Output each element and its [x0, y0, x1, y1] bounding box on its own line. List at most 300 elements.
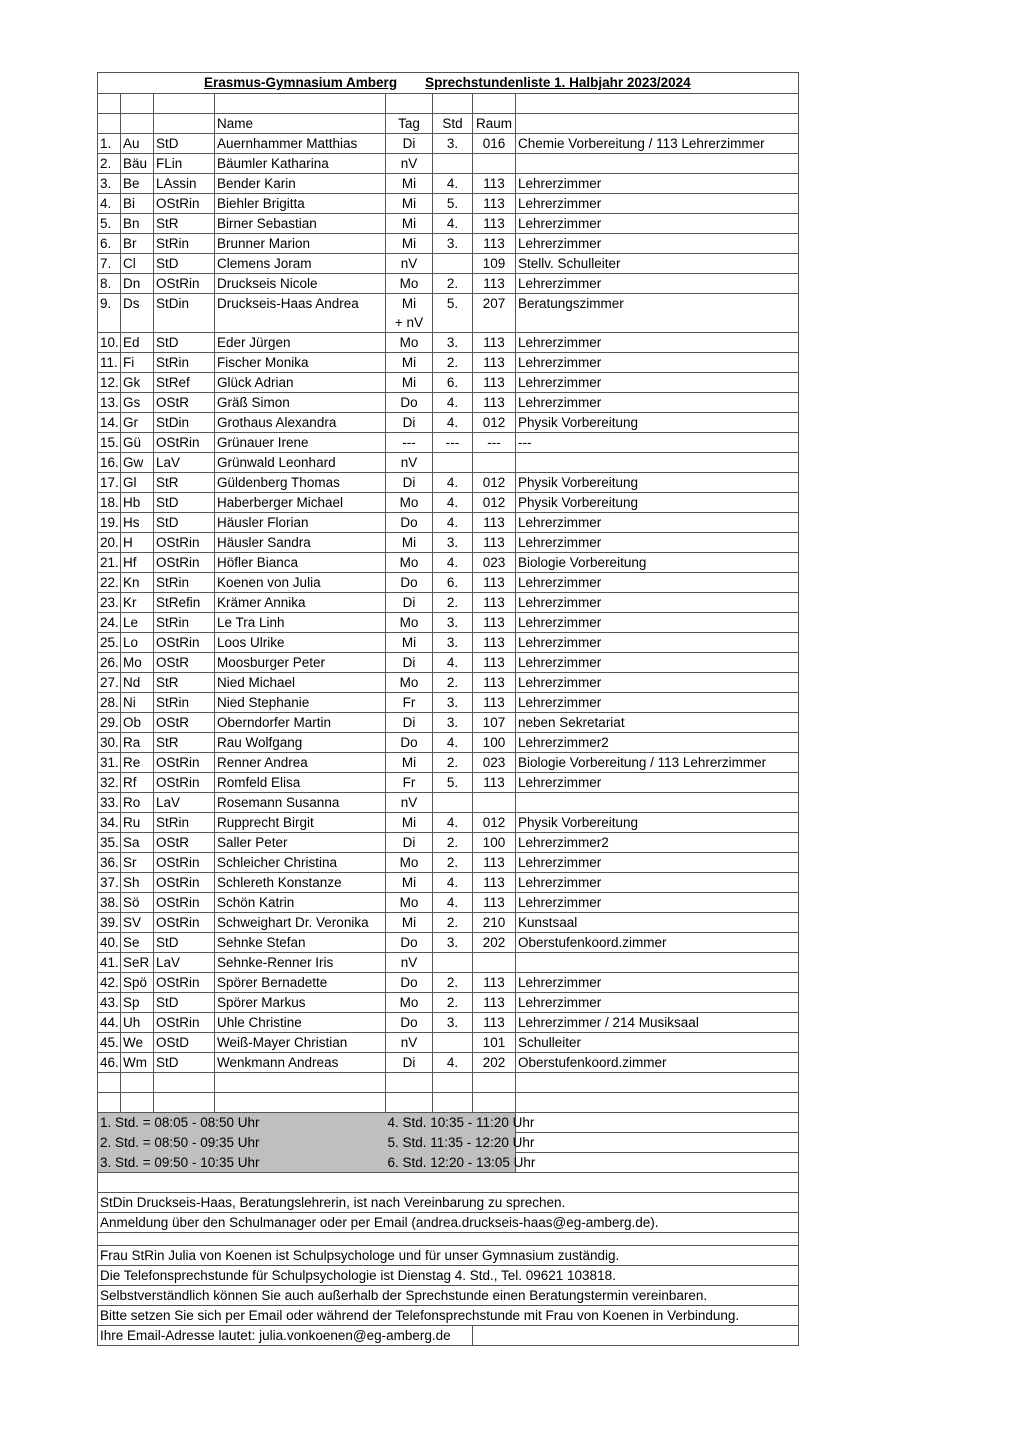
teacher-name: Druckseis Nicole: [215, 274, 386, 294]
time-right: 5. Std. 11:35 - 12:20 Uhr: [386, 1133, 516, 1153]
consultation-day: Do: [386, 733, 433, 753]
note-psychologist: Bitte setzen Sie sich per Email oder während der Telefonsprechstunde mit Frau von Koenen in Verbindung.: [98, 1306, 799, 1326]
consultation-day: ---: [386, 433, 433, 453]
consultation-room: 113: [473, 373, 516, 393]
consultation-day: nV: [386, 953, 433, 973]
table-row: [98, 893, 799, 913]
teacher-code: Ds: [121, 294, 154, 333]
consultation-room: 113: [473, 513, 516, 533]
table-row: [98, 993, 799, 1013]
room-description: Physik Vorbereitung: [516, 813, 799, 833]
consultation-day: Do: [386, 1013, 433, 1033]
note-psychologist-email: Ihre Email-Adresse lautet: julia.vonkoenen@eg-amberg.de: [98, 1326, 473, 1346]
table-row: [98, 773, 799, 793]
teacher-name: Clemens Joram: [215, 254, 386, 274]
consultation-period: [433, 453, 473, 473]
consultation-room: ---: [473, 433, 516, 453]
table-row: [98, 793, 799, 813]
teacher-name: Bender Karin: [215, 174, 386, 194]
consultation-room: 113: [473, 613, 516, 633]
consultation-period: 3.: [433, 933, 473, 953]
teacher-code: Sp: [121, 993, 154, 1013]
teacher-name: Wenkmann Andreas: [215, 1053, 386, 1073]
room-description: Lehrerzimmer / 214 Musiksaal: [516, 1013, 799, 1033]
table-row: [98, 533, 799, 553]
teacher-name: Loos Ulrike: [215, 633, 386, 653]
consultation-room: 202: [473, 933, 516, 953]
consultation-day: Mo: [386, 274, 433, 294]
consultation-room: 113: [473, 893, 516, 913]
teacher-code: Ru: [121, 813, 154, 833]
consultation-period: 4.: [433, 553, 473, 573]
consultation-period: 3.: [433, 713, 473, 733]
room-description: Biologie Vorbereitung: [516, 553, 799, 573]
teacher-name: Gräß Simon: [215, 393, 386, 413]
teacher-name: Oberndorfer Martin: [215, 713, 386, 733]
teacher-name: Druckseis-Haas Andrea: [215, 294, 386, 333]
consultation-room: 202: [473, 1053, 516, 1073]
table-row: [98, 813, 799, 833]
consultation-room: 023: [473, 753, 516, 773]
teacher-code: Hb: [121, 493, 154, 513]
consultation-room: 113: [473, 993, 516, 1013]
row-number: 13.: [98, 393, 121, 413]
header-raum: Raum: [473, 114, 516, 134]
teacher-name: Weiß-Mayer Christian: [215, 1033, 386, 1053]
consultation-room: 207: [473, 294, 516, 333]
room-description: Lehrerzimmer: [516, 673, 799, 693]
consultation-day: nV: [386, 793, 433, 813]
consultation-day: Mo: [386, 613, 433, 633]
room-description: Lehrerzimmer: [516, 993, 799, 1013]
table-row: [98, 713, 799, 733]
teacher-code: Ro: [121, 793, 154, 813]
time-left: 3. Std. = 09:50 - 10:35 Uhr: [98, 1153, 386, 1173]
consultation-day: Mi: [386, 353, 433, 373]
row-number: 41.: [98, 953, 121, 973]
consultation-period: [433, 793, 473, 813]
note-row: [98, 1286, 799, 1306]
consultation-period: 5.: [433, 194, 473, 214]
consultation-period: [433, 953, 473, 973]
teacher-name: Häusler Florian: [215, 513, 386, 533]
teacher-title: StRin: [154, 234, 215, 254]
consultation-period: 2.: [433, 353, 473, 373]
consultation-room: 100: [473, 833, 516, 853]
row-number: 29.: [98, 713, 121, 733]
teacher-title: StD: [154, 993, 215, 1013]
room-description: Lehrerzimmer: [516, 353, 799, 373]
room-description: Lehrerzimmer: [516, 194, 799, 214]
table-row: [98, 933, 799, 953]
note-row: [98, 1306, 799, 1326]
consultation-period: 4.: [433, 513, 473, 533]
consultation-day: Do: [386, 393, 433, 413]
teacher-title: OStR: [154, 653, 215, 673]
teacher-name: Grünauer Irene: [215, 433, 386, 453]
row-number: 6.: [98, 234, 121, 254]
consultation-period: 4.: [433, 813, 473, 833]
teacher-code: Ra: [121, 733, 154, 753]
row-number: 19.: [98, 513, 121, 533]
consultation-room: 023: [473, 553, 516, 573]
room-description: Lehrerzimmer2: [516, 733, 799, 753]
consultation-day: Di: [386, 473, 433, 493]
empty-row: [98, 1173, 799, 1193]
note-psychologist: Die Telefonsprechstunde für Schulpsychologie ist Dienstag 4. Std., Tel. 09621 103818.: [98, 1266, 799, 1286]
room-description: Lehrerzimmer: [516, 973, 799, 993]
room-description: Oberstufenkoord.zimmer: [516, 933, 799, 953]
teacher-name: Brunner Marion: [215, 234, 386, 254]
teacher-title: OStR: [154, 393, 215, 413]
room-description: Lehrerzimmer: [516, 773, 799, 793]
teacher-code: Au: [121, 134, 154, 154]
empty-row: [98, 1233, 799, 1246]
row-number: 14.: [98, 413, 121, 433]
row-number: 34.: [98, 813, 121, 833]
teacher-title: StD: [154, 513, 215, 533]
teacher-title: OStD: [154, 1033, 215, 1053]
teacher-code: Sa: [121, 833, 154, 853]
table-row: [98, 593, 799, 613]
room-description: Lehrerzimmer: [516, 513, 799, 533]
room-description: Biologie Vorbereitung / 113 Lehrerzimmer: [516, 753, 799, 773]
teacher-title: StRin: [154, 693, 215, 713]
teacher-title: LaV: [154, 793, 215, 813]
teacher-code: Wm: [121, 1053, 154, 1073]
consultation-period: 3.: [433, 333, 473, 353]
teacher-name: Schleicher Christina: [215, 853, 386, 873]
teacher-code: Ed: [121, 333, 154, 353]
consultation-hours-sheet: [97, 72, 799, 1346]
consultation-day: Mi: [386, 234, 433, 254]
teacher-title: StD: [154, 134, 215, 154]
teacher-code: Hf: [121, 553, 154, 573]
teacher-name: Koenen von Julia: [215, 573, 386, 593]
table-row: [98, 853, 799, 873]
room-description: Lehrerzimmer: [516, 573, 799, 593]
teacher-title: OStRin: [154, 433, 215, 453]
note-psychologist: Selbstverständlich können Sie auch außerhalb der Sprechstunde einen Beratungstermin vereinbaren.: [98, 1286, 799, 1306]
teacher-code: SeR: [121, 953, 154, 973]
room-description: Lehrerzimmer: [516, 613, 799, 633]
consultation-period: 2.: [433, 673, 473, 693]
teacher-name: Moosburger Peter: [215, 653, 386, 673]
teacher-name: Güldenberg Thomas: [215, 473, 386, 493]
teacher-name: Auernhammer Matthias: [215, 134, 386, 154]
consultation-room: 113: [473, 274, 516, 294]
row-number: 10.: [98, 333, 121, 353]
table-row: [98, 1013, 799, 1033]
note-row: [98, 1193, 799, 1213]
consultation-period: 3.: [433, 234, 473, 254]
room-description: Lehrerzimmer: [516, 393, 799, 413]
consultation-room: 109: [473, 254, 516, 274]
table-row: [98, 433, 799, 453]
table-row: [98, 274, 799, 294]
teacher-title: OStRin: [154, 973, 215, 993]
teacher-name: Le Tra Linh: [215, 613, 386, 633]
consultation-day: Mi: [386, 753, 433, 773]
teacher-title: StD: [154, 933, 215, 953]
table-row: [98, 1053, 799, 1073]
table-row: [98, 473, 799, 493]
room-description: neben Sekretariat: [516, 713, 799, 733]
table-row: [98, 294, 799, 333]
teacher-title: OStRin: [154, 633, 215, 653]
consultation-period: 2.: [433, 913, 473, 933]
consultation-day: Di: [386, 413, 433, 433]
teacher-name: Spörer Markus: [215, 993, 386, 1013]
consultation-period: [433, 254, 473, 274]
row-number: 23.: [98, 593, 121, 613]
teacher-title: StR: [154, 733, 215, 753]
consultation-period: 4.: [433, 873, 473, 893]
teacher-name: Nied Michael: [215, 673, 386, 693]
room-description: Lehrerzimmer: [516, 893, 799, 913]
consultation-room: 113: [473, 873, 516, 893]
note-row: [98, 1213, 799, 1233]
row-number: 33.: [98, 793, 121, 813]
teacher-code: We: [121, 1033, 154, 1053]
column-header-row: [98, 114, 799, 134]
table-row: [98, 254, 799, 274]
teacher-code: Bäu: [121, 154, 154, 174]
table-row: [98, 214, 799, 234]
teacher-name: Schlereth Konstanze: [215, 873, 386, 893]
consultation-room: 113: [473, 673, 516, 693]
teacher-title: OStR: [154, 833, 215, 853]
consultation-day: Mo: [386, 333, 433, 353]
room-description: [516, 953, 799, 973]
row-number: 3.: [98, 174, 121, 194]
consultation-day: Mi: [386, 194, 433, 214]
table-row: [98, 913, 799, 933]
consultation-room: 012: [473, 493, 516, 513]
consultation-period: 4.: [433, 473, 473, 493]
row-number: 39.: [98, 913, 121, 933]
room-description: Chemie Vorbereitung / 113 Lehrerzimmer: [516, 134, 799, 154]
teacher-code: Gl: [121, 473, 154, 493]
teacher-name: Birner Sebastian: [215, 214, 386, 234]
room-description: [516, 154, 799, 174]
consultation-period: 3.: [433, 1013, 473, 1033]
consultation-room: 113: [473, 393, 516, 413]
consultation-day: Mi: [386, 873, 433, 893]
teacher-name: Eder Jürgen: [215, 333, 386, 353]
teacher-code: Sö: [121, 893, 154, 913]
room-description: Lehrerzimmer: [516, 214, 799, 234]
row-number: 30.: [98, 733, 121, 753]
consultation-period: 4.: [433, 893, 473, 913]
teacher-code: Rf: [121, 773, 154, 793]
table-row: [98, 973, 799, 993]
room-description: Lehrerzimmer: [516, 533, 799, 553]
consultation-period: 3.: [433, 134, 473, 154]
teacher-name: Bäumler Katharina: [215, 154, 386, 174]
row-number: 4.: [98, 194, 121, 214]
consultation-period: 6.: [433, 373, 473, 393]
teacher-code: Mo: [121, 653, 154, 673]
teacher-title: LaV: [154, 453, 215, 473]
consultation-period: 2.: [433, 753, 473, 773]
teacher-code: Dn: [121, 274, 154, 294]
teacher-name: Höfler Bianca: [215, 553, 386, 573]
consultation-period: ---: [433, 433, 473, 453]
consultation-period: 4.: [433, 653, 473, 673]
consultation-period: 2.: [433, 853, 473, 873]
time-row: [98, 1133, 799, 1153]
table-row: [98, 174, 799, 194]
table-row: [98, 194, 799, 214]
room-description: Lehrerzimmer: [516, 274, 799, 294]
teacher-name: Krämer Annika: [215, 593, 386, 613]
teacher-name: Schweighart Dr. Veronika: [215, 913, 386, 933]
consultation-room: 012: [473, 413, 516, 433]
row-number: 22.: [98, 573, 121, 593]
table-row: [98, 653, 799, 673]
table-row: [98, 573, 799, 593]
empty-row: [98, 1093, 799, 1113]
table-row: [98, 333, 799, 353]
teacher-title: StRin: [154, 353, 215, 373]
consultation-room: [473, 793, 516, 813]
row-number: 18.: [98, 493, 121, 513]
teacher-title: OStRin: [154, 533, 215, 553]
consultation-day: Mo: [386, 673, 433, 693]
row-number: 7.: [98, 254, 121, 274]
room-description: Lehrerzimmer: [516, 174, 799, 194]
teacher-title: LaV: [154, 953, 215, 973]
consultation-period: 5.: [433, 294, 473, 333]
table-row: [98, 673, 799, 693]
consultation-period: 2.: [433, 833, 473, 853]
consultation-room: 101: [473, 1033, 516, 1053]
table-row: [98, 613, 799, 633]
teacher-name: Saller Peter: [215, 833, 386, 853]
teacher-name: Romfeld Elisa: [215, 773, 386, 793]
teacher-name: Grothaus Alexandra: [215, 413, 386, 433]
consultation-period: 3.: [433, 613, 473, 633]
table-row: [98, 373, 799, 393]
note-row: [98, 1266, 799, 1286]
consultation-room: 107: [473, 713, 516, 733]
consultation-day: Di: [386, 593, 433, 613]
room-description: Lehrerzimmer: [516, 653, 799, 673]
teacher-name: Uhle Christine: [215, 1013, 386, 1033]
note-row: [98, 1246, 799, 1266]
row-number: 17.: [98, 473, 121, 493]
consultation-day: nV: [386, 254, 433, 274]
consultation-day: Mo: [386, 853, 433, 873]
teacher-code: Lo: [121, 633, 154, 653]
header-name: Name: [215, 114, 386, 134]
teacher-title: OStRin: [154, 913, 215, 933]
consultation-period: 2.: [433, 973, 473, 993]
row-number: 5.: [98, 214, 121, 234]
consultation-period: 2.: [433, 593, 473, 613]
table-row: [98, 753, 799, 773]
row-number: 35.: [98, 833, 121, 853]
note-psychologist: Frau StRin Julia von Koenen ist Schulpsychologe und für unser Gymnasium zuständig.: [98, 1246, 799, 1266]
empty-row: [98, 94, 799, 114]
teacher-code: Gü: [121, 433, 154, 453]
time-right: 4. Std. 10:35 - 11:20 Uhr: [386, 1113, 516, 1133]
room-description: Lehrerzimmer: [516, 633, 799, 653]
teacher-code: Nd: [121, 673, 154, 693]
teacher-title: StRin: [154, 813, 215, 833]
teacher-code: Br: [121, 234, 154, 254]
consultation-period: 4.: [433, 174, 473, 194]
teacher-title: OStRin: [154, 873, 215, 893]
consultation-day: Fr: [386, 773, 433, 793]
row-number: 46.: [98, 1053, 121, 1073]
time-row: [98, 1113, 799, 1133]
table-row: [98, 693, 799, 713]
room-description: Lehrerzimmer: [516, 693, 799, 713]
teacher-code: Spö: [121, 973, 154, 993]
consultation-period: 3.: [433, 693, 473, 713]
row-number: 31.: [98, 753, 121, 773]
consultation-room: 113: [473, 773, 516, 793]
note-row: [98, 1326, 799, 1346]
row-number: 28.: [98, 693, 121, 713]
consultation-day: Mi: [386, 373, 433, 393]
table-row: [98, 453, 799, 473]
header-tag: Tag: [386, 114, 433, 134]
school-name: Erasmus-Gymnasium Amberg: [204, 75, 398, 90]
row-number: 43.: [98, 993, 121, 1013]
teacher-title: OStR: [154, 713, 215, 733]
consultation-day: Mo: [386, 893, 433, 913]
teacher-code: Le: [121, 613, 154, 633]
teacher-code: Kn: [121, 573, 154, 593]
row-number: 26.: [98, 653, 121, 673]
header-std: Std: [433, 114, 473, 134]
room-description: Physik Vorbereitung: [516, 413, 799, 433]
teacher-name: Spörer Bernadette: [215, 973, 386, 993]
teacher-name: Nied Stephanie: [215, 693, 386, 713]
teacher-code: Gs: [121, 393, 154, 413]
consultation-day: Do: [386, 933, 433, 953]
consultation-day: Mi: [386, 214, 433, 234]
teacher-title: OStRin: [154, 853, 215, 873]
consultation-period: 4.: [433, 393, 473, 413]
consultation-day: Mi: [386, 174, 433, 194]
row-number: 2.: [98, 154, 121, 174]
room-description: Beratungszimmer: [516, 294, 799, 333]
table-row: [98, 353, 799, 373]
table-row: [98, 154, 799, 174]
teacher-name: Glück Adrian: [215, 373, 386, 393]
teacher-code: Gk: [121, 373, 154, 393]
time-right: 6. Std. 12:20 - 13:05 Uhr: [386, 1153, 516, 1173]
consultation-room: 113: [473, 333, 516, 353]
teacher-name: Grünwald Leonhard: [215, 453, 386, 473]
room-description: Schulleiter: [516, 1033, 799, 1053]
consultation-day: nV: [386, 453, 433, 473]
consultation-day: Di: [386, 653, 433, 673]
row-number: 9.: [98, 294, 121, 333]
room-description: Oberstufenkoord.zimmer: [516, 1053, 799, 1073]
consultation-room: 113: [473, 633, 516, 653]
consultation-room: 210: [473, 913, 516, 933]
time-left: 1. Std. = 08:05 - 08:50 Uhr: [98, 1113, 386, 1133]
teacher-code: Se: [121, 933, 154, 953]
teacher-name: Sehnke Stefan: [215, 933, 386, 953]
teacher-code: Bi: [121, 194, 154, 214]
consultation-period: 5.: [433, 773, 473, 793]
